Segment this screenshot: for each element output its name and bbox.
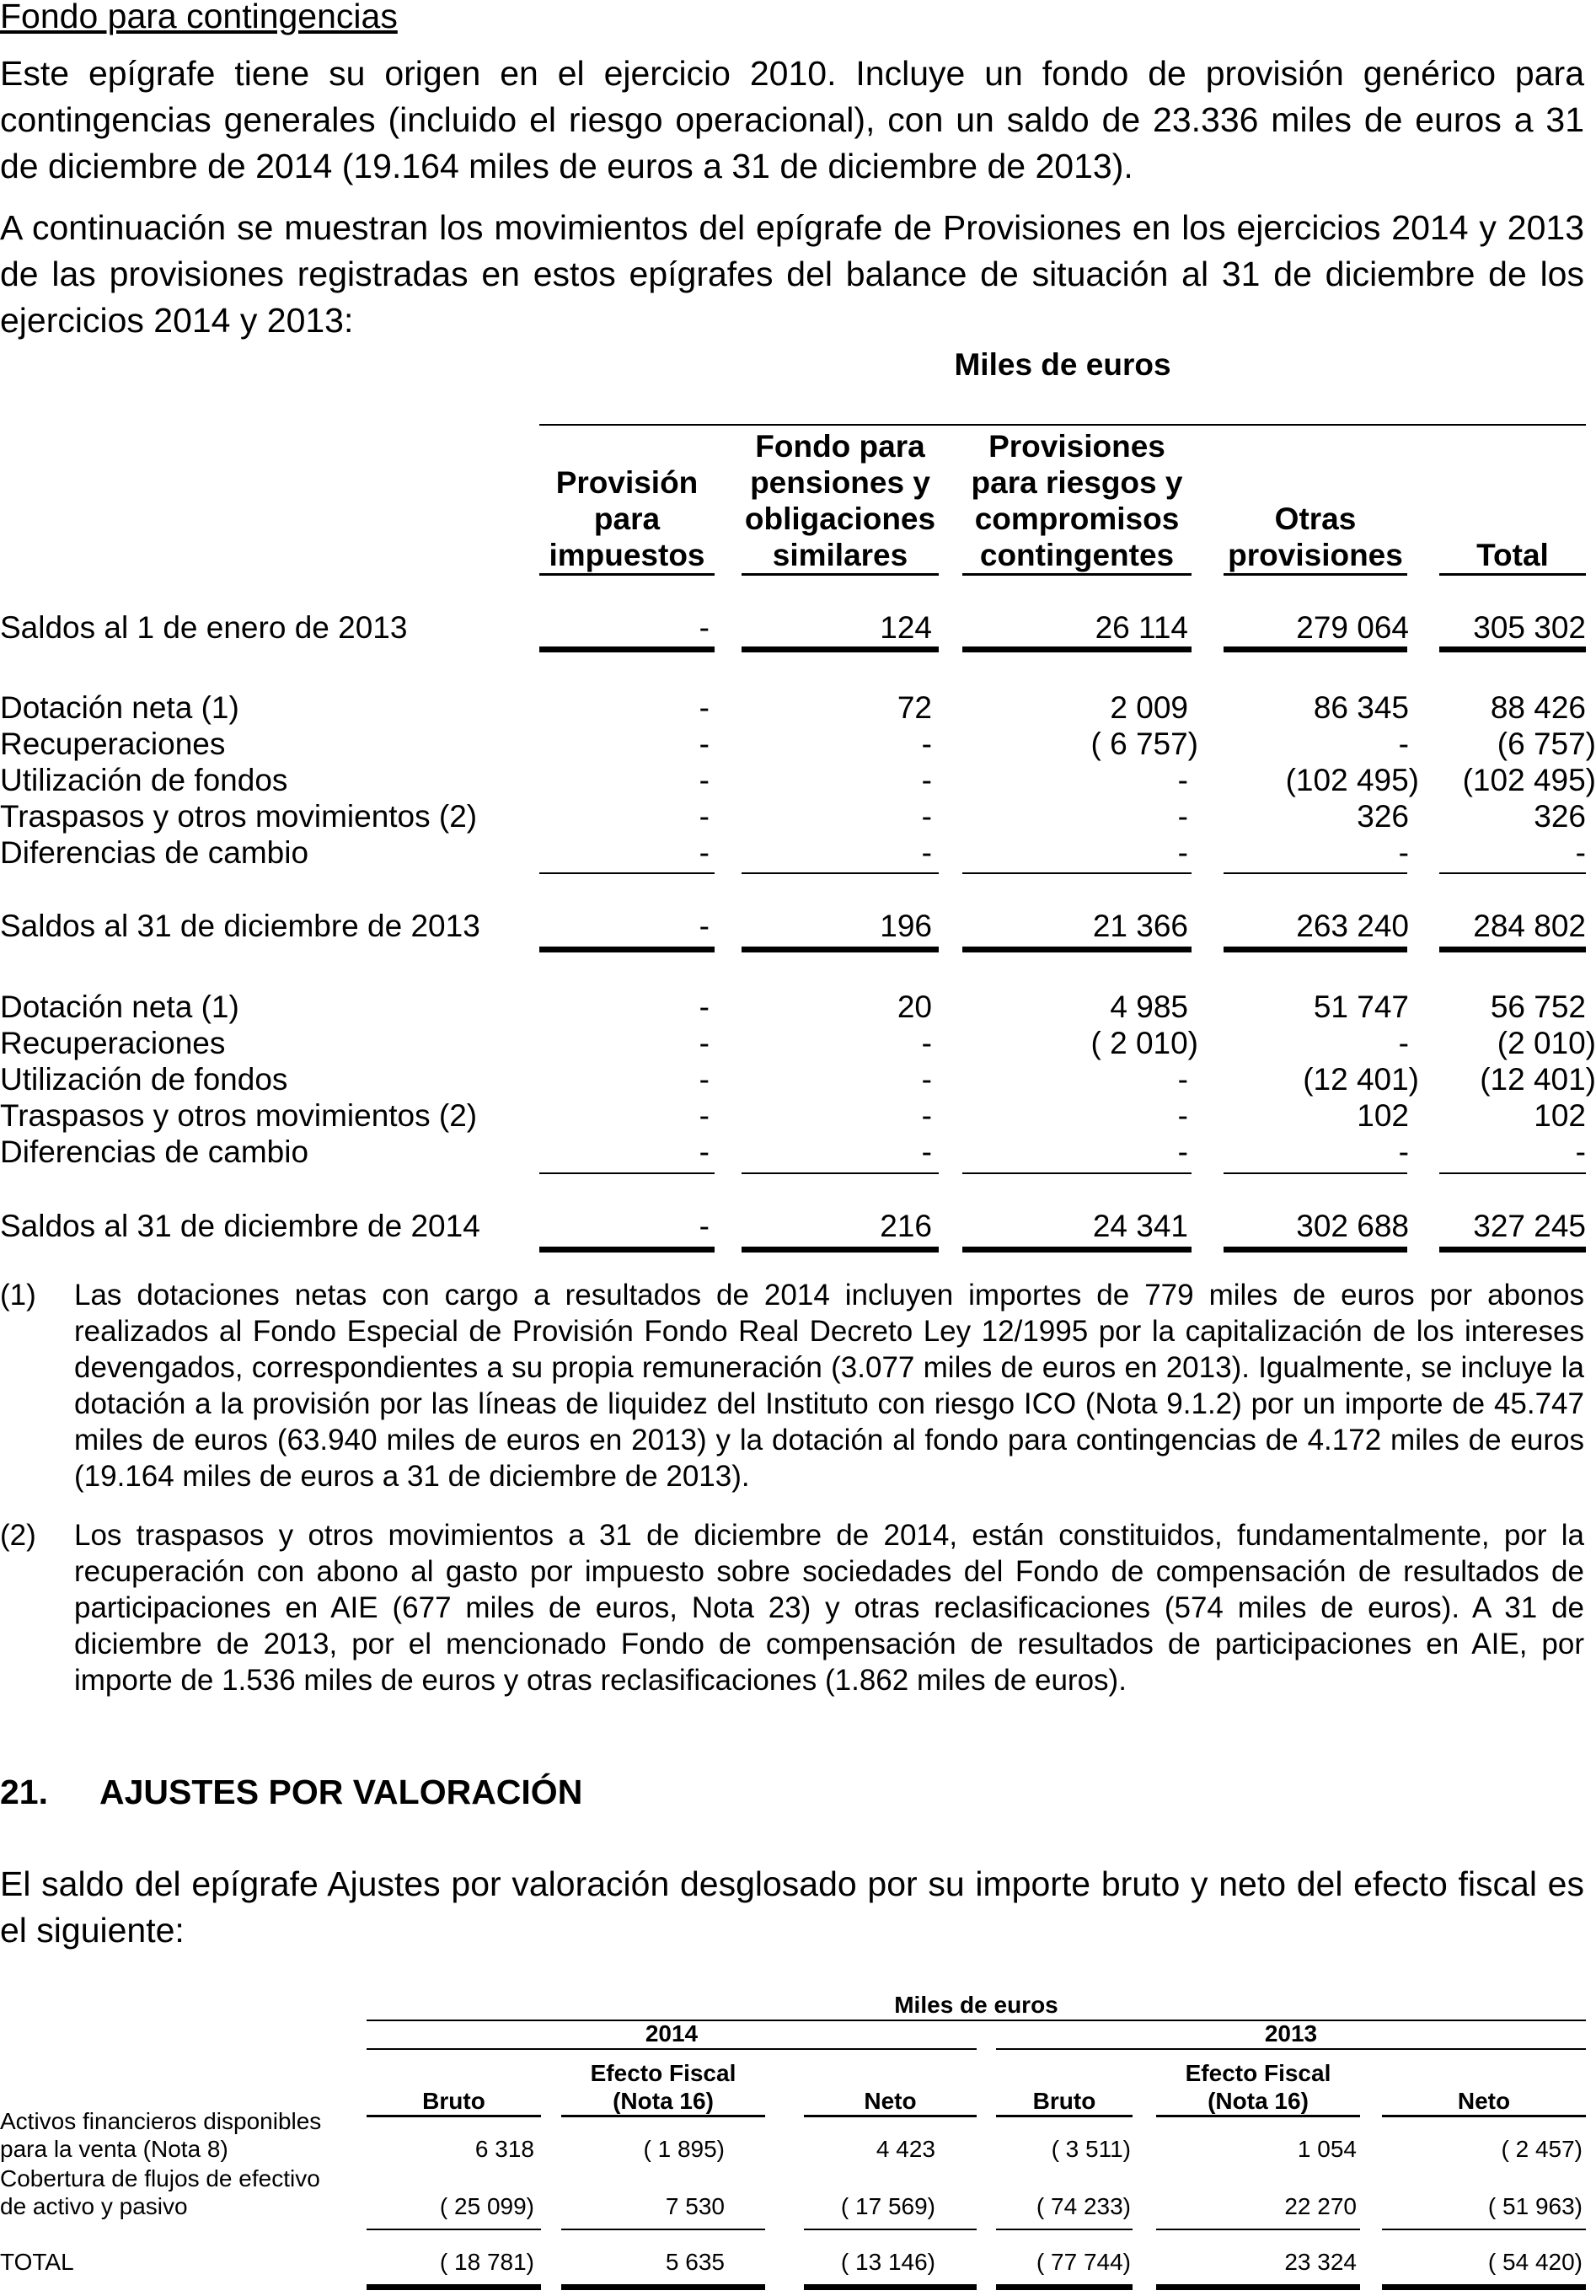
table-cell: 23 324 — [1284, 2249, 1357, 2275]
row-label-line: TOTAL — [0, 2249, 74, 2275]
rule-line — [561, 2229, 765, 2230]
paragraph-ajustes: El saldo del epígrafe Ajustes por valoración desglosado por su importe bruto y neto del efecto fiscal es el siguiente: — [0, 1864, 1584, 1950]
rule-line — [742, 947, 939, 952]
table-cell: - — [1177, 1098, 1188, 1133]
table-cell: - — [1177, 763, 1188, 797]
column-header — [742, 426, 939, 576]
rule-line — [1439, 947, 1586, 952]
table-cell: - — [699, 799, 710, 834]
column-header-line: para — [593, 502, 661, 536]
table-cell: 216 — [880, 1209, 932, 1243]
table-cell: ( 17 569) — [840, 2193, 935, 2219]
table-cell: 326 — [1534, 799, 1586, 834]
column-header-line: para riesgos y — [971, 465, 1183, 500]
row-label: Traspasos y otros movimientos (2) — [0, 799, 478, 834]
table-cell: 26 114 — [1095, 610, 1188, 645]
table-cell: 22 270 — [1284, 2193, 1357, 2219]
column-header — [1439, 426, 1586, 576]
rule-line — [1439, 1172, 1586, 1174]
column-header-line: Fondo para — [755, 429, 925, 464]
row-label: Utilización de fondos — [0, 763, 288, 797]
footnote-text: Las dotaciones netas con cargo a resultados de 2014 incluyen importes de 779 miles de euros por abonos realizados al Fondo Especial de Provisión Fondo Real Decreto Ley 12/1995 por la capitalización de los intereses devengados, correspondientes a su propia remuneración (3.077 miles de euros en 2013). Igualmente, se incluye la dotación a la provisión por las líneas de liquidez del Instituto con riesgo ICO (Nota 9.1.2) por un importe de 45.747 miles de euros (63.940 miles de euros en 2013) y la dotación al fondo para contingencias de 4.172 miles de euros (19.164 miles de euros a 31 de diciembre de 2013). — [74, 1279, 1584, 1493]
rule-line — [1224, 1247, 1407, 1253]
row-label-line: Activos financieros disponibles — [0, 2108, 322, 2134]
table-cell: - — [1177, 1135, 1188, 1169]
column-header — [1156, 2052, 1360, 2117]
rule-line — [539, 872, 715, 874]
table-cell: 88 426 — [1490, 690, 1586, 725]
row-label — [0, 2107, 321, 2163]
rule-line — [1439, 646, 1586, 652]
row-label: Dotación neta (1) — [0, 690, 239, 725]
section-heading-fondo: Fondo para contingencias — [0, 0, 398, 35]
table-cell: - — [699, 990, 710, 1024]
table-cell: - — [1177, 799, 1188, 834]
row-label: Saldos al 1 de enero de 2013 — [0, 610, 408, 645]
table-row — [0, 1025, 1596, 1062]
row-label-line: de activo y pasivo — [0, 2193, 188, 2219]
table-cell: ( 13 146) — [840, 2249, 935, 2275]
table-row — [0, 1061, 1596, 1098]
row-label-line: para la venta (Nota 8) — [0, 2136, 228, 2162]
rule-line — [742, 1247, 939, 1253]
table-cell: 24 341 — [1092, 1209, 1188, 1243]
rule-line — [962, 872, 1192, 874]
table-cell: - — [1398, 1026, 1409, 1060]
row-label: Traspasos y otros movimientos (2) — [0, 1098, 478, 1133]
table-cell: ( 74 233) — [1036, 2193, 1131, 2219]
paragraph-movimientos-intro: A continuación se muestran los movimientos del epígrafe de Provisiones en los ejercicios 2014 y 2013 de las provisiones registradas en estos epígrafes del balance de situación al 31 de diciembre de los ejercicios 2014 y 2013: — [0, 208, 1584, 340]
rule-line — [1224, 947, 1407, 952]
table-cell: - — [699, 763, 710, 797]
table-cell: 102 — [1534, 1098, 1586, 1133]
rule-line — [962, 646, 1192, 652]
rule-line — [742, 646, 939, 652]
table-row — [0, 609, 1586, 646]
column-header-line: Otras — [1274, 502, 1357, 536]
rule-line — [742, 872, 939, 874]
row-label: Dotación neta (1) — [0, 990, 239, 1024]
year-header: 2014 — [367, 2020, 977, 2050]
column-header — [962, 426, 1192, 576]
rule-line — [1156, 2284, 1360, 2290]
row-label: Recuperaciones — [0, 727, 226, 761]
column-header — [367, 2052, 541, 2117]
table-cell: ( 18 781) — [439, 2249, 534, 2275]
row-label: Diferencias de cambio — [0, 1135, 309, 1169]
table-cell: 21 366 — [1092, 909, 1188, 943]
rule-line — [1382, 2284, 1586, 2290]
column-header-line: impuestos — [549, 538, 705, 572]
rule-line — [539, 646, 715, 652]
table-cell: - — [1575, 835, 1586, 870]
footnote-number: (1) — [0, 1279, 36, 1312]
table-cell: - — [921, 1026, 932, 1060]
table-row — [0, 908, 1586, 945]
rule-line — [539, 1247, 715, 1253]
section-number: 21. — [0, 1773, 48, 1811]
table-cell: ( 25 099) — [439, 2193, 534, 2219]
table-cell: ( 77 744) — [1036, 2249, 1131, 2275]
table-cell: 196 — [880, 909, 932, 943]
section-title — [0, 1773, 582, 1812]
table-cell: 263 240 — [1296, 909, 1409, 943]
column-header-line: Total — [1476, 538, 1549, 572]
table-cell: - — [1398, 727, 1409, 761]
column-header-line: provisiones — [1228, 538, 1403, 572]
table-cell: ( 1 895) — [643, 2136, 725, 2162]
rule-line — [1224, 872, 1407, 874]
rule-line — [561, 2284, 765, 2290]
table-row — [0, 834, 1586, 872]
rule-line — [367, 2284, 541, 2290]
table-cell: - — [699, 1098, 710, 1133]
table-cell: 6 318 — [474, 2136, 534, 2162]
table-cell: 326 — [1357, 799, 1409, 834]
row-label: Recuperaciones — [0, 1026, 226, 1060]
table-cell: (6 757) — [1497, 727, 1596, 761]
column-header — [804, 2052, 977, 2117]
column-header — [996, 2052, 1133, 2117]
table-cell: ( 54 420) — [1487, 2249, 1583, 2275]
column-header — [539, 426, 715, 576]
rule-line — [539, 947, 715, 952]
column-header-line: Efecto Fiscal — [590, 2060, 736, 2086]
column-header-line: Provisión — [555, 465, 699, 500]
table-cell: - — [699, 690, 710, 725]
footnote-number: (2) — [0, 1519, 36, 1552]
column-header — [1382, 2052, 1586, 2117]
column-header-line: similares — [772, 538, 908, 572]
table-cell: 20 — [897, 990, 932, 1024]
table-cell: - — [921, 799, 932, 834]
table-cell: 302 688 — [1296, 1209, 1409, 1243]
table-row — [0, 1097, 1586, 1135]
table-cell: - — [1398, 1135, 1409, 1169]
table-row — [0, 726, 1596, 763]
table-cell: (102 495) — [1285, 763, 1419, 797]
table-cell: ( 51 963) — [1487, 2193, 1583, 2219]
table-cell: - — [921, 1135, 932, 1169]
table-cell: 56 752 — [1490, 990, 1586, 1024]
rule-line — [804, 2229, 977, 2230]
rule-line — [367, 2229, 541, 2230]
table-cell: ( 6 757) — [1090, 727, 1198, 761]
table-cell: (102 495) — [1462, 763, 1596, 797]
rule-line — [962, 947, 1192, 952]
table-cell: - — [921, 835, 932, 870]
column-header — [1224, 426, 1407, 576]
row-label: Saldos al 31 de diciembre de 2013 — [0, 909, 480, 943]
rule-line — [962, 1247, 1192, 1253]
rule-line — [742, 1172, 939, 1174]
table-cell: ( 3 511) — [1051, 2136, 1131, 2162]
rule-line — [1439, 1247, 1586, 1253]
row-label — [0, 2248, 74, 2276]
table-cell: - — [1398, 835, 1409, 870]
table-cell: - — [1177, 1062, 1188, 1097]
column-header-line: (Nota 16) — [613, 2088, 714, 2114]
rule-line — [1439, 872, 1586, 874]
rule-line — [804, 2284, 977, 2290]
table-cell: - — [699, 835, 710, 870]
rule-line — [962, 1172, 1192, 1174]
table-group-header: Miles de euros — [367, 1991, 1586, 2021]
table-cell: 86 345 — [1313, 690, 1409, 725]
table-cell: - — [699, 909, 710, 943]
table-group-header: Miles de euros — [539, 341, 1586, 426]
table-cell: - — [921, 1098, 932, 1133]
table-row — [0, 989, 1586, 1026]
table-cell: 51 747 — [1313, 990, 1409, 1024]
table-cell: (12 401) — [1480, 1062, 1596, 1097]
table-cell: 327 245 — [1473, 1209, 1586, 1243]
table-row — [0, 798, 1586, 835]
column-header-line: (Nota 16) — [1208, 2088, 1309, 2114]
table-cell: - — [699, 1135, 710, 1169]
table-cell: 124 — [880, 610, 932, 645]
rule-line — [1156, 2229, 1360, 2230]
table-cell: - — [699, 1026, 710, 1060]
paragraph-fondo-intro: Este epígrafe tiene su origen en el ejercicio 2010. Incluye un fondo de provisión genérico para contingencias generales (incluido el riesgo operacional), con un saldo de 23.336 miles de euros a 31 de diciembre de 2014 (19.164 miles de euros a 31 de diciembre de 2013). — [0, 54, 1584, 185]
row-label-line: Cobertura de flujos de efectivo — [0, 2165, 320, 2191]
row-label: Diferencias de cambio — [0, 835, 309, 870]
rule-line — [1224, 1172, 1407, 1174]
row-label: Saldos al 31 de diciembre de 2014 — [0, 1209, 480, 1243]
table-cell: 4 985 — [1110, 990, 1188, 1024]
table-cell: - — [1575, 1135, 1586, 1169]
table-cell: 305 302 — [1473, 610, 1586, 645]
table-cell: 279 064 — [1296, 610, 1409, 645]
column-header-line: compromisos — [974, 502, 1180, 536]
rule-line — [1382, 2229, 1586, 2230]
rule-line — [996, 2284, 1133, 2290]
provisiones-table — [0, 341, 1596, 1252]
table-cell: - — [1177, 835, 1188, 870]
table-cell: ( 2 457) — [1501, 2136, 1583, 2162]
column-header-line: Provisiones — [988, 429, 1165, 464]
column-header-line: Bruto — [422, 2088, 485, 2114]
column-header-line: Neto — [1457, 2088, 1511, 2114]
column-header-line: Efecto Fiscal — [1185, 2060, 1331, 2086]
table-cell: - — [921, 1062, 932, 1097]
table-cell: 2 009 — [1110, 690, 1188, 725]
table-cell: - — [699, 727, 710, 761]
section-title-text: AJUSTES POR VALORACIÓN — [99, 1773, 583, 1811]
table-row — [0, 1134, 1586, 1171]
row-label — [0, 2165, 320, 2220]
table-cell: (12 401) — [1303, 1062, 1419, 1097]
table-cell: ( 2 010) — [1090, 1026, 1198, 1060]
table-row — [0, 1208, 1586, 1245]
table-cell: 7 530 — [665, 2193, 725, 2219]
table-cell: - — [921, 763, 932, 797]
table-cell: (2 010) — [1497, 1026, 1596, 1060]
table-cell: 284 802 — [1473, 909, 1586, 943]
column-header — [561, 2052, 765, 2117]
rule-line — [1224, 646, 1407, 652]
table-cell: 1 054 — [1297, 2136, 1357, 2162]
table-cell: 4 423 — [876, 2136, 935, 2162]
column-header-line: Bruto — [1032, 2088, 1096, 2114]
table-row — [0, 762, 1596, 799]
table-cell: - — [699, 610, 710, 645]
table-cell: - — [699, 1209, 710, 1243]
rule-line — [996, 2229, 1133, 2230]
table-cell: 5 635 — [665, 2249, 725, 2275]
rule-line — [539, 1172, 715, 1174]
table-cell: - — [699, 1062, 710, 1097]
ajustes-valoracion-table — [0, 1991, 1586, 2296]
row-label: Utilización de fondos — [0, 1062, 288, 1097]
year-header: 2013 — [996, 2020, 1586, 2050]
table-row — [0, 689, 1586, 727]
column-header-line: obligaciones — [744, 502, 936, 536]
column-header-line: contingentes — [979, 538, 1175, 572]
footnote-text: Los traspasos y otros movimientos a 31 de diciembre de 2014, están constituidos, fundamentalmente, por la recuperación con abono al gasto por impuesto sobre sociedades del Fondo de compensación de resultados de participaciones en AIE (677 miles de euros, Nota 23) y otras reclasificaciones (574 miles de euros). A 31 de diciembre de 2013, por el mencionado Fondo de compensación de resultados de participaciones en AIE, por importe de 1.536 miles de euros y otras reclasificaciones (1.862 miles de euros). — [74, 1519, 1584, 1697]
column-header-line: pensiones y — [750, 465, 930, 500]
table-cell: 102 — [1357, 1098, 1409, 1133]
column-header-line: Neto — [864, 2088, 917, 2114]
table-cell: 72 — [897, 690, 932, 725]
table-cell: - — [921, 727, 932, 761]
